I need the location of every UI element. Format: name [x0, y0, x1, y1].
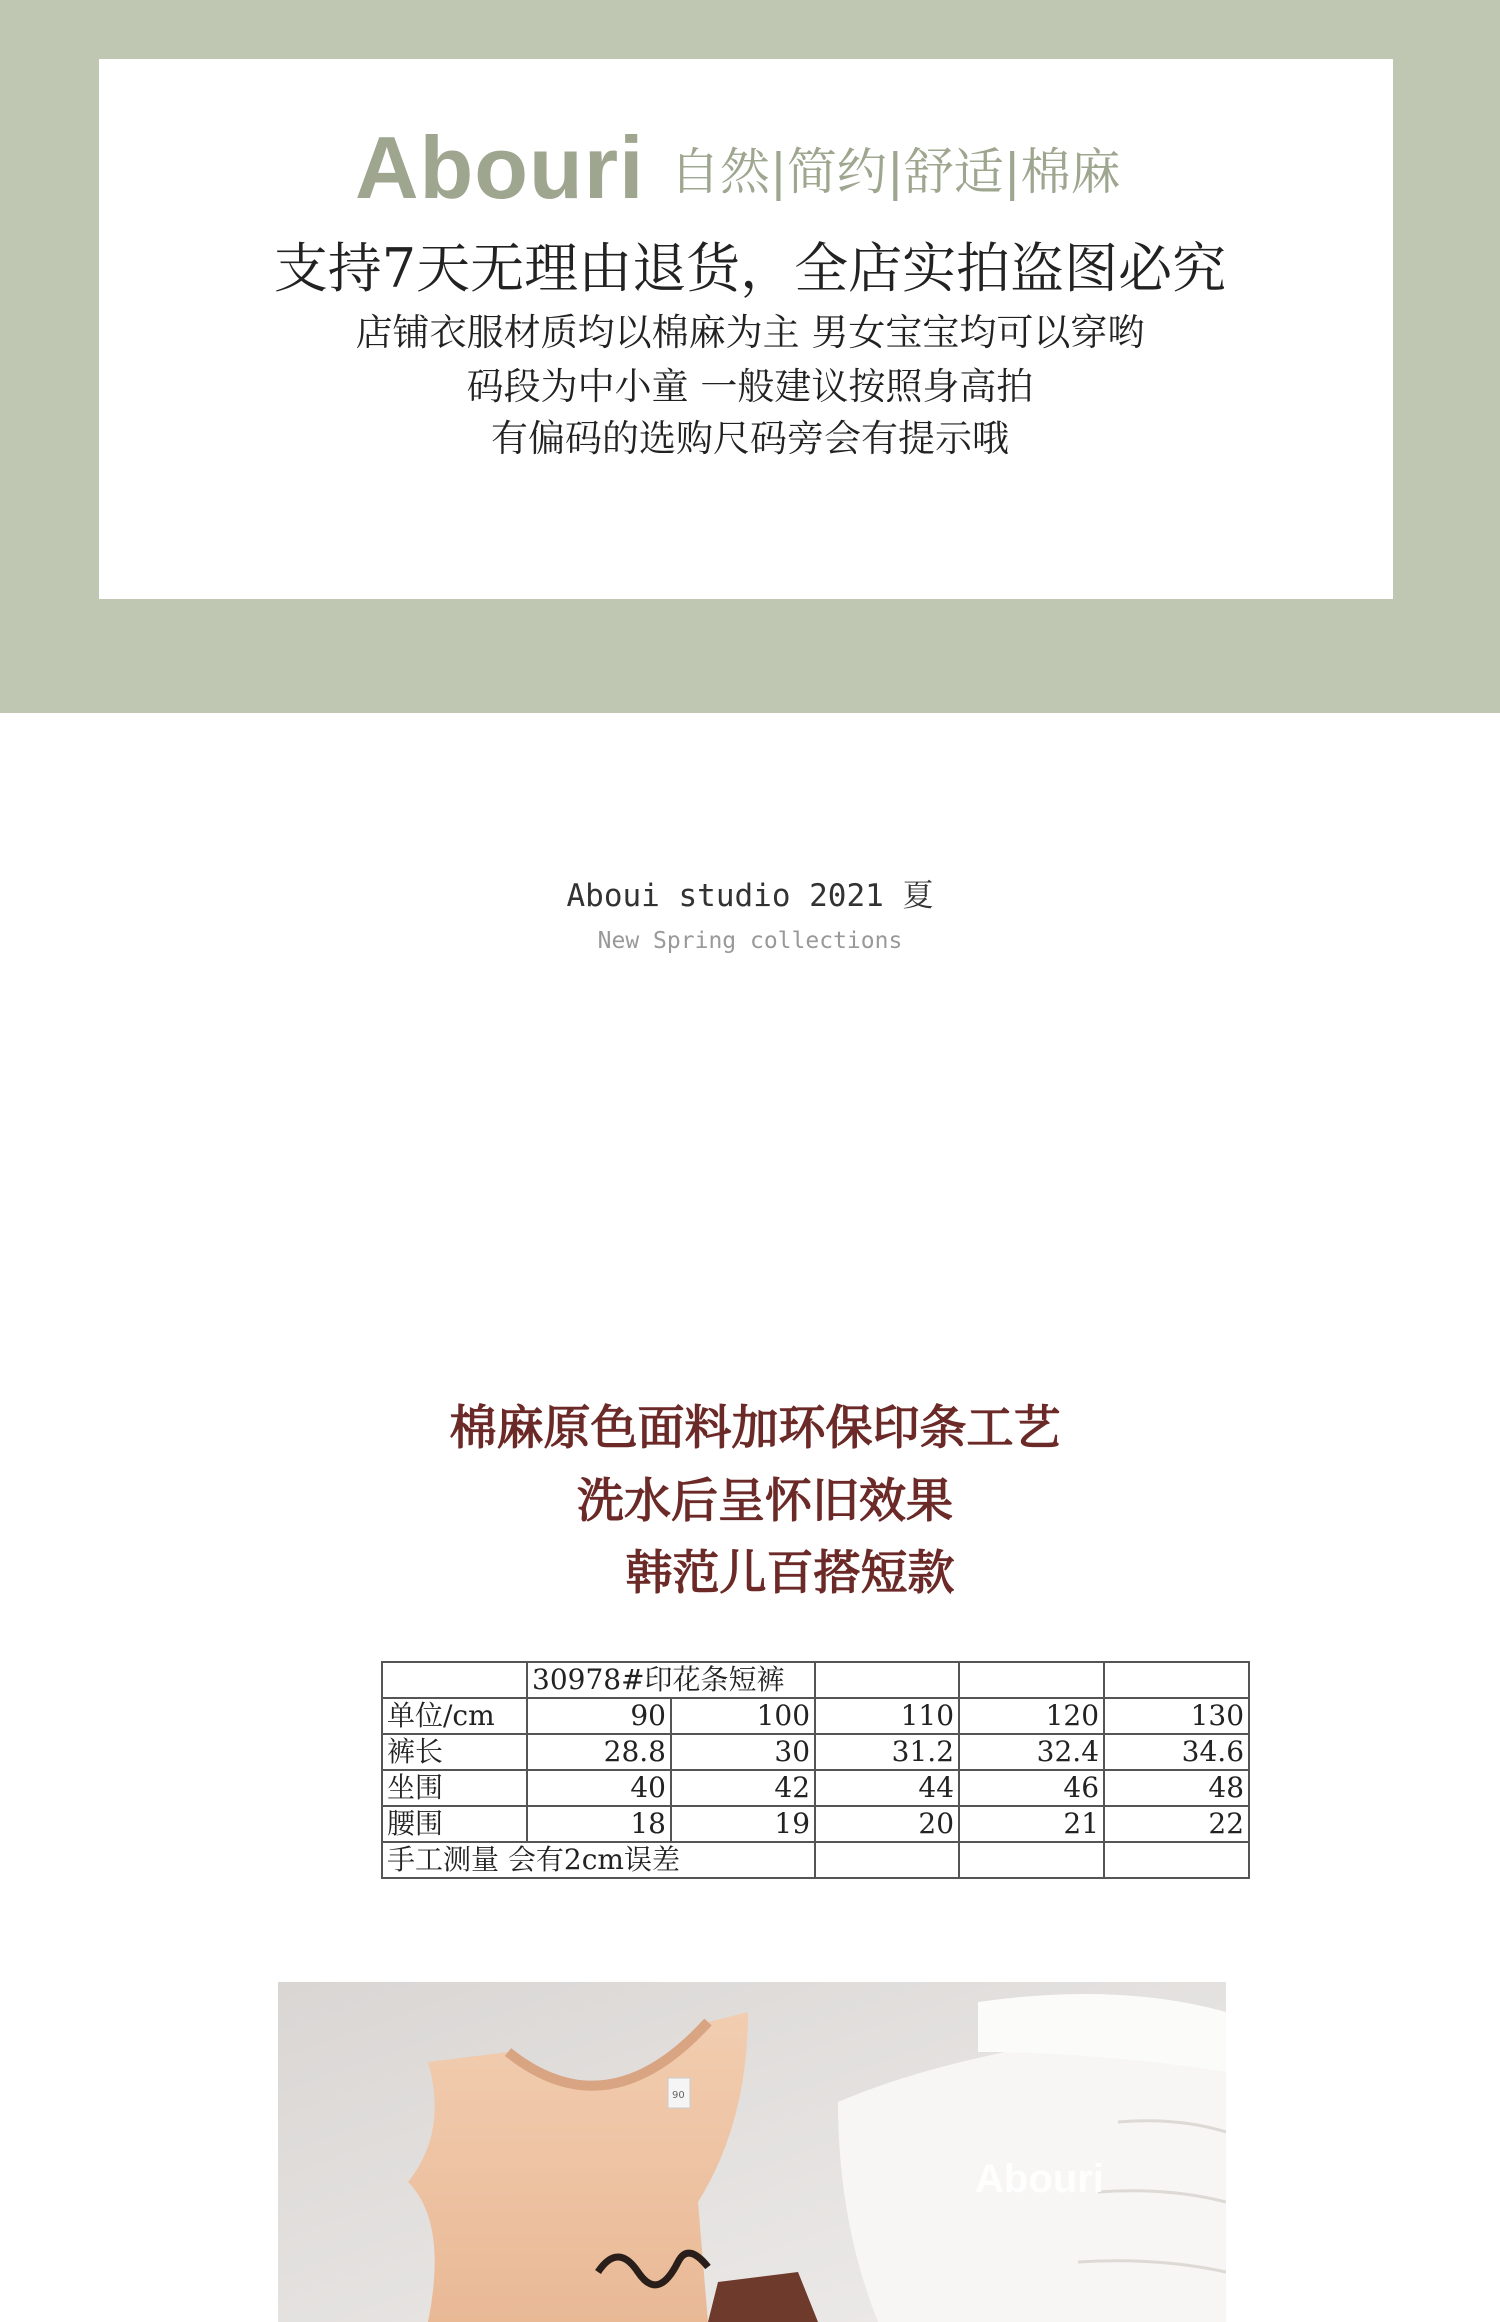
table-cell: 腰围 [382, 1806, 527, 1842]
table-cell: 31.2 [815, 1734, 959, 1770]
table-cell: 120 [959, 1698, 1104, 1734]
table-cell: 22 [1104, 1806, 1249, 1842]
studio-title: Aboui studio 2021 夏 [566, 878, 934, 914]
table-cell: 48 [1104, 1770, 1249, 1806]
table-cell: 裤长 [382, 1734, 527, 1770]
table-cell: 30 [671, 1734, 815, 1770]
table-row [382, 1734, 1249, 1770]
table-cell: 28.8 [527, 1734, 671, 1770]
product-photo-illustration [278, 1982, 1226, 2322]
feature-line-3: 韩范儿百搭短款 [625, 1546, 955, 1601]
feature-line-2: 洗水后呈怀旧效果 [577, 1474, 953, 1529]
table-cell: 34.6 [1104, 1734, 1249, 1770]
table-cell: 130 [1104, 1698, 1249, 1734]
fit-hint-notice: 有偏码的选购尺码旁会有提示哦 [491, 417, 1009, 460]
table-cell: 单位/cm [382, 1698, 527, 1734]
material-notice: 店铺衣服材质均以棉麻为主 男女宝宝均可以穿哟 [355, 311, 1145, 354]
table-row [382, 1806, 1249, 1842]
table-cell: 46 [959, 1770, 1104, 1806]
table-cell: 40 [527, 1770, 671, 1806]
brand-tagline: 自然|简约|舒适|棉麻 [670, 143, 1121, 201]
table-cell: 坐围 [382, 1770, 527, 1806]
watermark-logo: Abouri [975, 2157, 1104, 2201]
brand-logo: Abouri [355, 118, 645, 217]
measurement-note: 手工测量 会有2cm误差 [382, 1842, 815, 1878]
table-title: 30978#印花条短裤 [527, 1662, 815, 1698]
table-cell: 90 [527, 1698, 671, 1734]
table-cell: 19 [671, 1806, 815, 1842]
table-cell: 32.4 [959, 1734, 1104, 1770]
table-cell: 20 [815, 1806, 959, 1842]
feature-line-1: 棉麻原色面料加环保印条工艺 [449, 1401, 1061, 1456]
table-note-row [382, 1842, 1249, 1878]
size-tag: 90 [672, 2090, 685, 2101]
table-cell: 100 [671, 1698, 815, 1734]
product-photo [278, 1982, 1226, 2322]
size-chart-table [381, 1661, 1250, 1879]
return-policy-notice: 支持7天无理由退货，全店实拍盗图必究 [273, 237, 1227, 300]
table-row [382, 1770, 1249, 1806]
table-cell: 18 [527, 1806, 671, 1842]
table-cell: 110 [815, 1698, 959, 1734]
table-title-row [382, 1662, 1249, 1698]
table-header-row [382, 1698, 1249, 1734]
table-cell: 44 [815, 1770, 959, 1806]
studio-subtitle: New Spring collections [597, 928, 903, 954]
table-cell: 21 [959, 1806, 1104, 1842]
table-cell: 42 [671, 1770, 815, 1806]
size-advice-notice: 码段为中小童 一般建议按照身高拍 [466, 365, 1034, 408]
